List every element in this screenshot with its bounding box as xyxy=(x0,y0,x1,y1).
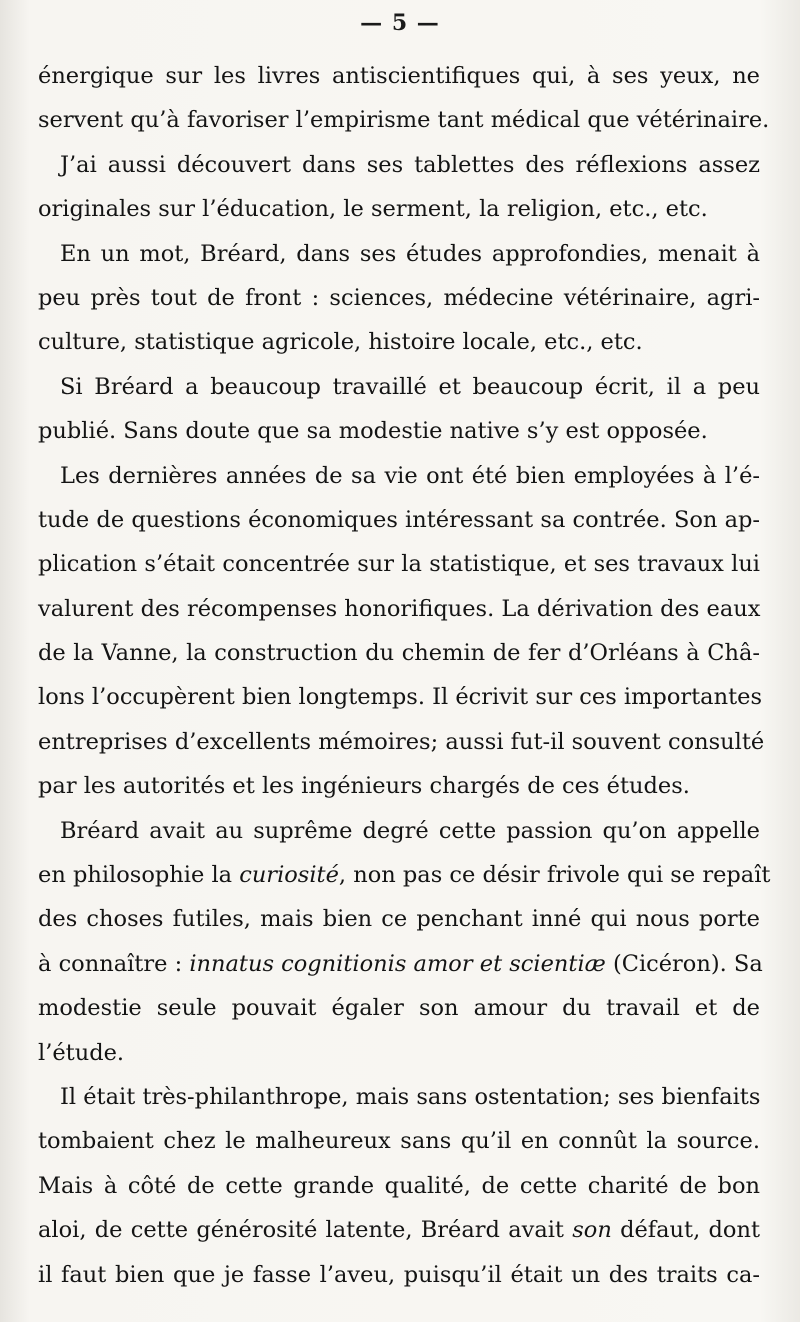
text-line: entreprises d’excellents mémoires; aussi fut-il souvent consulté xyxy=(38,728,765,755)
text-line: Si Bréard a beaucoup travaillé et beaucoup écrit, il a peu xyxy=(60,373,760,400)
text-line: peu près tout de front : sciences, médecine vétérinaire, agri- xyxy=(38,284,760,311)
text-line: lons l’occupèrent bien longtemps. Il écrivit sur ces importantes xyxy=(38,684,762,711)
text-line: par les autorités et les ingénieurs chargés de ces études. xyxy=(38,773,690,800)
text-line: modestie seule pouvait égaler son amour du travail et de xyxy=(38,995,760,1022)
text-line: publié. Sans doute que sa modestie native s’y est opposée. xyxy=(38,418,708,445)
text-line: il faut bien que je fasse l’aveu, puisqu’il était un des traits ca- xyxy=(38,1261,760,1288)
text-line: culture, statistique agricole, histoire locale, etc., etc. xyxy=(38,329,643,356)
text-line: Les dernières années de sa vie ont été bien employées à l’é- xyxy=(60,462,760,489)
body-text xyxy=(38,54,771,1297)
text-line: de la Vanne, la construction du chemin de fer d’Orléans à Châ- xyxy=(38,640,760,667)
text-line: J’ai aussi découvert dans ses tablettes des réflexions assez xyxy=(60,151,760,178)
text-line: énergique sur les livres antiscientifiques qui, à ses yeux, ne xyxy=(38,63,760,89)
text-line: originales sur l’éducation, le serment, la religion, etc., etc. xyxy=(38,196,708,223)
text-line: à connaître : innatus cognitionis amor et scientiæ (Cicéron). Sa xyxy=(38,950,763,977)
text-line: tude de questions économiques intéressant sa contrée. Son ap- xyxy=(38,506,760,533)
text-line: des choses futiles, mais bien ce penchant inné qui nous porte xyxy=(38,906,760,933)
text-line: l’étude. xyxy=(38,1039,125,1066)
text-line: Mais à côté de cette grande qualité, de cette charité de bon xyxy=(38,1172,760,1199)
text-line: en philosophie la curiosité, non pas ce désir frivole qui se repaît xyxy=(38,862,771,889)
text-line: plication s’était concentrée sur la statistique, et ses travaux lui xyxy=(38,551,760,578)
text-line: Bréard avait au suprême degré cette passion qu’on appelle xyxy=(60,817,760,844)
page-number: — 5 — xyxy=(360,10,440,36)
text-line: valurent des récompenses honorifiques. La dérivation des eaux xyxy=(38,595,761,622)
text-line: aloi, de cette générosité latente, Bréard avait son défaut, dont xyxy=(38,1217,760,1244)
text-line: tombaient chez le malheureux sans qu’il en connût la source. xyxy=(38,1128,760,1155)
text-line: Il était très-philanthrope, mais sans ostentation; ses bienfaits xyxy=(60,1083,761,1110)
text-line: servent qu’à favoriser l’empirisme tant médical que vétérinaire. xyxy=(38,107,770,134)
text-line: En un mot, Bréard, dans ses études approfondies, menait à xyxy=(60,240,760,267)
